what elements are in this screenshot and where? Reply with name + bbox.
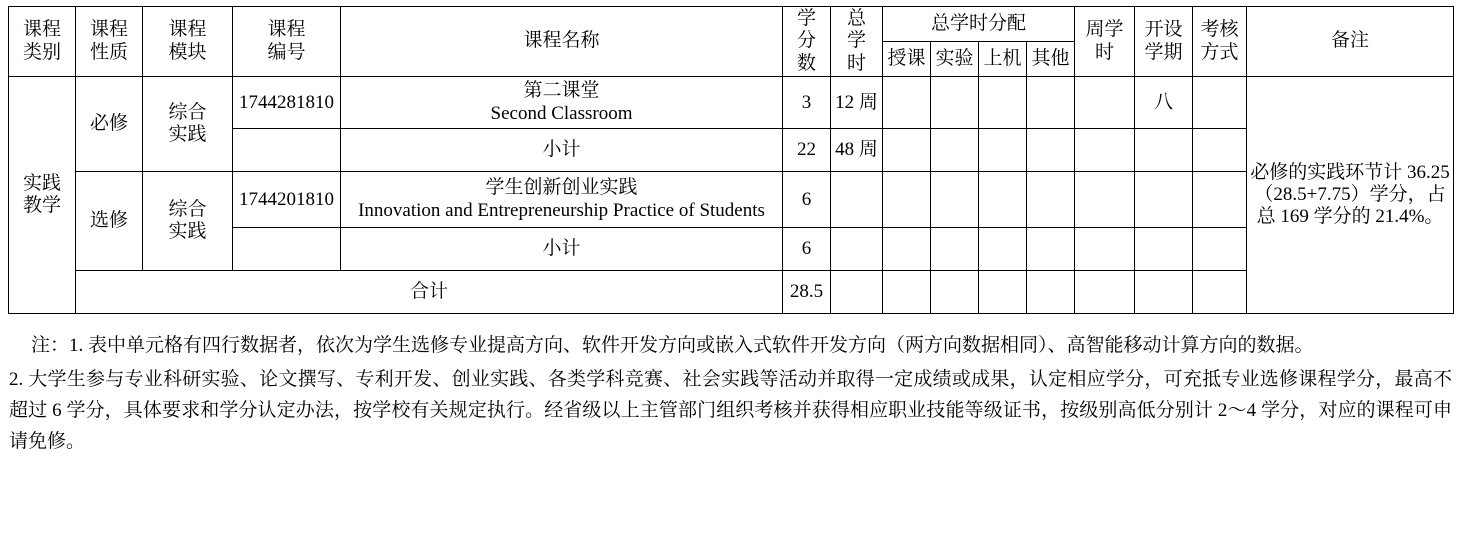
cell-total-hours: [831, 172, 883, 228]
cell-total-hours: 12 周: [831, 77, 883, 129]
cell-weekly-hours: [1075, 172, 1135, 228]
cell-computer: [979, 228, 1027, 271]
header-course-module: 课程 模块: [143, 7, 233, 77]
cell-offered-term: [1135, 271, 1193, 314]
cell-offered-term: 八: [1135, 77, 1193, 129]
cell-course-name: 小计: [341, 228, 783, 271]
cell-course-code: 1744281810: [233, 77, 341, 129]
cell-assessment: [1193, 172, 1247, 228]
header-course-name: 课程名称: [341, 7, 783, 77]
header-assessment: 考核 方式: [1193, 7, 1247, 77]
cell-course-code: 1744201810: [233, 172, 341, 228]
table-notes: [9, 330, 1452, 457]
cell-experiment: [931, 129, 979, 172]
cell-lecture: [883, 228, 931, 271]
cell-total-credits: 28.5: [783, 271, 831, 314]
cell-other: [1027, 228, 1075, 271]
curriculum-table: [8, 6, 1454, 314]
note-line-1: 注：1. 表中单元格有四行数据者，依次为学生选修专业提高方向、软件开发方向或嵌入式软件开发方向（两方向数据相同）、高智能移动计算方向的数据。: [31, 335, 1314, 357]
cell-credits: 3: [783, 77, 831, 129]
header-total-hours: 总 学 时: [831, 7, 883, 77]
cell-experiment: [931, 77, 979, 129]
table-row: [9, 77, 1454, 129]
cell-other: [1027, 77, 1075, 129]
cell-offered-term: [1135, 129, 1193, 172]
cell-credits: 6: [783, 228, 831, 271]
cell-other: [1027, 172, 1075, 228]
cell-remarks: 必修的实践环节计 36.25（28.5+7.75）学分，占总 169 学分的 21.4%。: [1247, 77, 1454, 314]
cell-computer: [979, 129, 1027, 172]
cell-computer: [979, 271, 1027, 314]
cell-lecture: [883, 172, 931, 228]
cell-computer: [979, 77, 1027, 129]
header-course-nature: 课程 性质: [76, 7, 143, 77]
header-hours-distribution: 总学时分配: [883, 7, 1075, 42]
header-remarks: 备注: [1247, 7, 1454, 77]
cell-course-code: [233, 228, 341, 271]
cell-course-module: 综合 实践: [143, 172, 233, 271]
cell-course-nature: 必修: [76, 77, 143, 172]
cell-assessment: [1193, 271, 1247, 314]
cell-lecture: [883, 77, 931, 129]
cell-other: [1027, 129, 1075, 172]
cell-credits: 22: [783, 129, 831, 172]
header-weekly-hours: 周学 时: [1075, 7, 1135, 77]
cell-assessment: [1193, 129, 1247, 172]
cell-assessment: [1193, 77, 1247, 129]
cell-course-module: 综合 实践: [143, 77, 233, 172]
cell-weekly-hours: [1075, 271, 1135, 314]
cell-credits: 6: [783, 172, 831, 228]
cell-other: [1027, 271, 1075, 314]
cell-experiment: [931, 271, 979, 314]
cell-assessment: [1193, 228, 1247, 271]
cell-total-hours: 48 周: [831, 129, 883, 172]
table-row: [9, 172, 1454, 228]
cell-experiment: [931, 228, 979, 271]
note-line-2: 2. 大学生参与专业科研实验、论文撰写、专利开发、创业实践、各类学科竞赛、社会实践等活动并取得一定成绩或成果，认定相应学分，可充抵专业选修课程学分，最高不超过 6 学分，具体要求和学分认定办法，按学校有关规定执行。经省级以上主管部门组织考核并获得相应职业技能等级证书，按级别高低分别计 2～4 学分，对应的课程可申请免修。: [9, 368, 1452, 453]
cell-course-code: [233, 129, 341, 172]
table-header-row-1: [9, 7, 1454, 42]
header-course-category: 课程 类别: [9, 7, 76, 77]
cell-offered-term: [1135, 172, 1193, 228]
cell-course-name: 第二课堂 Second Classroom: [341, 77, 783, 129]
table-total-row: [9, 271, 1454, 314]
cell-weekly-hours: [1075, 228, 1135, 271]
cell-course-name: 学生创新创业实践 Innovation and Entrepreneurship Practice of Students: [341, 172, 783, 228]
header-other: 其他: [1027, 42, 1075, 77]
header-lecture: 授课: [883, 42, 931, 77]
header-credits: 学 分 数: [783, 7, 831, 77]
cell-total-hours: [831, 271, 883, 314]
cell-total-label: 合计: [76, 271, 783, 314]
header-course-code: 课程 编号: [233, 7, 341, 77]
cell-computer: [979, 172, 1027, 228]
cell-course-nature: 选修: [76, 172, 143, 271]
cell-offered-term: [1135, 228, 1193, 271]
cell-experiment: [931, 172, 979, 228]
cell-course-category: 实践 教学: [9, 77, 76, 314]
cell-total-hours: [831, 228, 883, 271]
cell-weekly-hours: [1075, 129, 1135, 172]
cell-weekly-hours: [1075, 77, 1135, 129]
header-computer: 上机: [979, 42, 1027, 77]
cell-lecture: [883, 271, 931, 314]
header-offered-term: 开设 学期: [1135, 7, 1193, 77]
cell-lecture: [883, 129, 931, 172]
cell-course-name: 小计: [341, 129, 783, 172]
header-experiment: 实验: [931, 42, 979, 77]
